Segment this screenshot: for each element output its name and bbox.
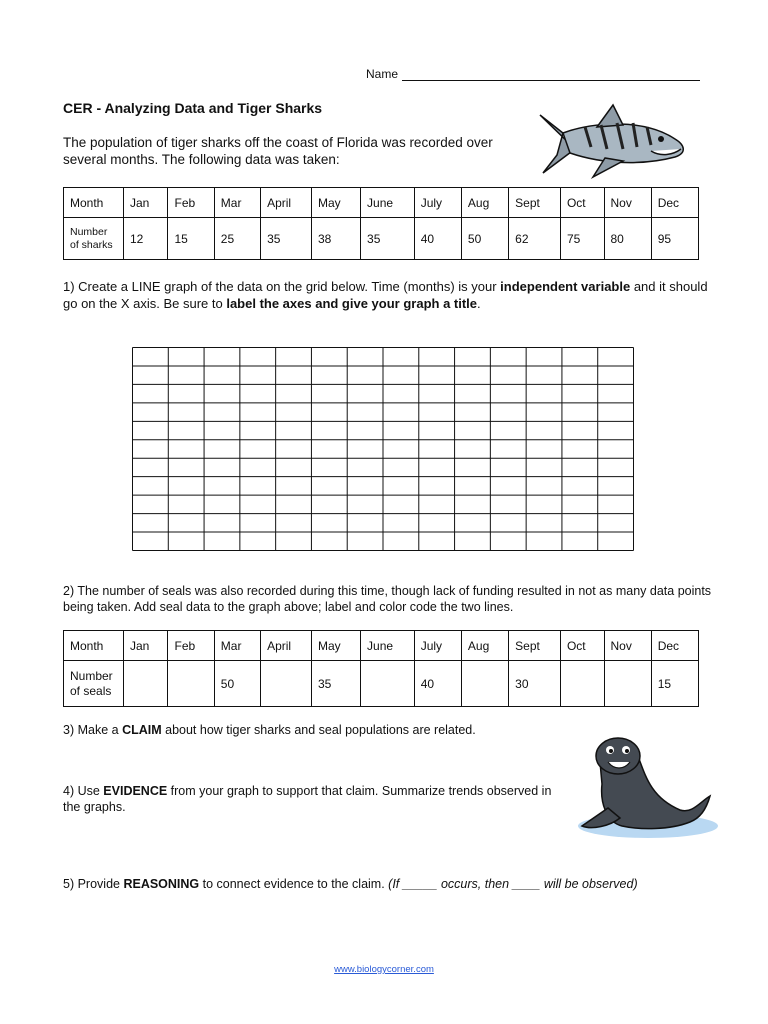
sharks-month: Aug — [461, 188, 508, 218]
q1-bold-2: label the axes and give your graph a title — [226, 296, 478, 311]
q1-prefix: 1) Create a LINE graph of the data on the grid below. Time (months) is your — [63, 279, 501, 294]
q1-mid: and it should go on the X axis. Be sure to — [63, 279, 708, 311]
q1-bold-1: independent variable — [500, 279, 631, 294]
seals-value — [168, 661, 214, 707]
sharks-month: Jan — [124, 188, 168, 218]
question-1 — [63, 278, 713, 312]
sharks-month: Sept — [509, 188, 561, 218]
sharks-value: 80 — [604, 218, 651, 260]
sharks-value: 25 — [214, 218, 260, 260]
sharks-month: Oct — [560, 188, 604, 218]
sharks-value: 35 — [261, 218, 312, 260]
q4-suffix: from your graph to support that claim. Summarize trends observed in the graphs. — [63, 784, 552, 814]
sharks-row-label: Number of sharks — [64, 218, 124, 260]
seals-month: May — [311, 631, 360, 661]
seal-illustration — [560, 722, 720, 842]
q3-prefix: 3) Make a — [63, 723, 123, 737]
tiger-shark-illustration — [535, 103, 695, 183]
sharks-table — [63, 187, 699, 260]
footer-link[interactable]: www.biologycorner.com — [334, 964, 434, 975]
seals-month: Nov — [604, 631, 651, 661]
q4-bold: EVIDENCE — [103, 784, 168, 798]
question-5 — [63, 876, 638, 892]
seals-month: June — [361, 631, 415, 661]
seals-value: 15 — [651, 661, 698, 707]
seals-month: Sept — [509, 631, 561, 661]
sharks-value: 38 — [311, 218, 360, 260]
sharks-month: April — [261, 188, 312, 218]
intro-text: The population of tiger sharks off the coast of Florida was recorded over several months. The following data was taken: — [63, 135, 493, 167]
graph-grid[interactable] — [132, 347, 635, 552]
name-field[interactable] — [366, 67, 700, 81]
seals-value: 40 — [414, 661, 461, 707]
seals-month: Jan — [124, 631, 168, 661]
sharks-value: 62 — [509, 218, 561, 260]
q5-italic: (If _____ occurs, then ____ will be observed) — [388, 877, 638, 891]
sharks-month: Mar — [214, 188, 260, 218]
question-2: 2) The number of seals was also recorded during this time, though lack of funding resulted in not as many data points being taken. Add seal data to the graph above; label and color code the two lines. — [63, 584, 712, 614]
sharks-month: Feb — [168, 188, 214, 218]
q5-prefix: 5) Provide — [63, 877, 124, 891]
sharks-month: Nov — [604, 188, 651, 218]
seals-value — [604, 661, 651, 707]
seals-month: July — [414, 631, 461, 661]
seals-header-label: Month — [64, 631, 124, 661]
sharks-month: June — [361, 188, 415, 218]
seals-month: Oct — [560, 631, 604, 661]
seals-table — [63, 630, 699, 707]
sharks-month: Dec — [651, 188, 698, 218]
seals-value — [124, 661, 168, 707]
seals-value — [361, 661, 415, 707]
sharks-header-label: Month — [64, 188, 124, 218]
seals-value: 50 — [214, 661, 260, 707]
seals-month: Aug — [461, 631, 508, 661]
sharks-value: 40 — [414, 218, 461, 260]
seals-month: Feb — [168, 631, 214, 661]
sharks-month: May — [311, 188, 360, 218]
question-4 — [63, 783, 553, 815]
q3-suffix: about how tiger sharks and seal populations are related. — [161, 723, 476, 737]
q1-suffix: . — [477, 296, 481, 311]
q3-bold: CLAIM — [122, 723, 162, 737]
sharks-value: 12 — [124, 218, 168, 260]
seals-value — [560, 661, 604, 707]
seals-value — [261, 661, 312, 707]
seals-value: 35 — [311, 661, 360, 707]
q4-prefix: 4) Use — [63, 784, 104, 798]
q5-bold: REASONING — [123, 877, 200, 891]
seals-row-label: Number of seals — [64, 661, 124, 707]
name-label: Name — [366, 67, 399, 81]
name-blank-line[interactable] — [402, 68, 700, 81]
seals-month: April — [261, 631, 312, 661]
sharks-value: 75 — [560, 218, 604, 260]
seals-value — [461, 661, 508, 707]
seals-month: Dec — [651, 631, 698, 661]
sharks-value: 50 — [461, 218, 508, 260]
sharks-value: 95 — [651, 218, 698, 260]
question-3 — [63, 722, 476, 738]
sharks-value: 35 — [361, 218, 415, 260]
sharks-value: 15 — [168, 218, 214, 260]
seals-value: 30 — [509, 661, 561, 707]
worksheet-title: CER - Analyzing Data and Tiger Sharks — [63, 100, 323, 116]
sharks-month: July — [414, 188, 461, 218]
seals-month: Mar — [214, 631, 260, 661]
q5-suffix: to connect evidence to the claim. — [199, 877, 389, 891]
